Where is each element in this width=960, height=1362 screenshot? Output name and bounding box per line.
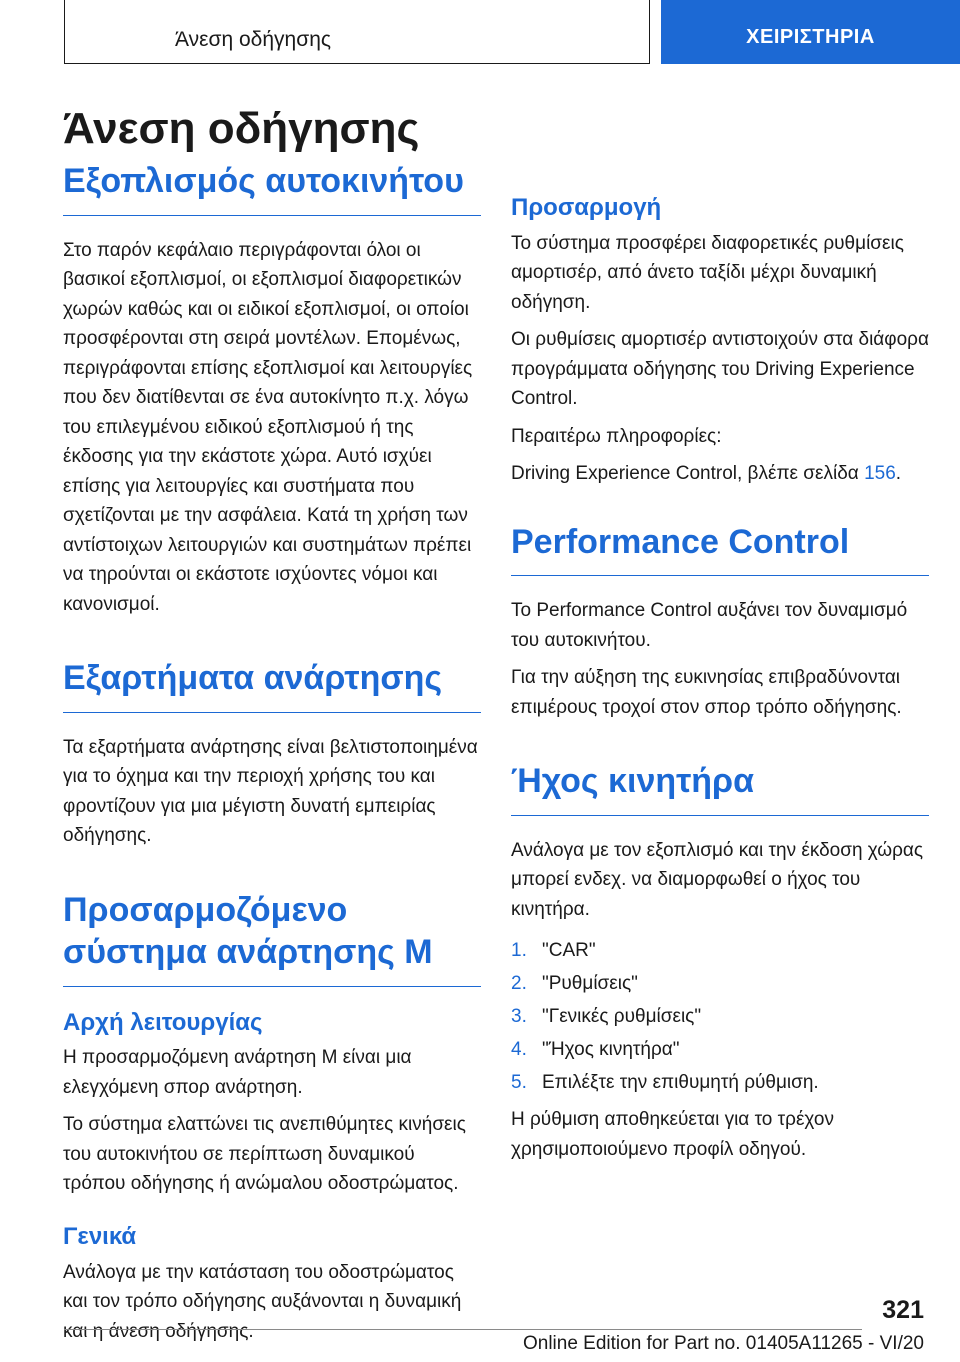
list-item [511, 1066, 929, 1099]
step-text: "CAR" [542, 940, 596, 962]
page-title: Άνεση οδήγησης [63, 104, 420, 153]
principle-text-2: Το σύστημα ελαττώνει τις ανεπιθύμητες κινήσεις του αυτοκινήτου σε περίπτωση δυναμικού τρόπου οδήγησης ή ανώμαλου οδοστρώματος. [63, 1114, 466, 1195]
adjustment-reference-text: Driving Experience Control, βλέπε σελίδα [511, 463, 865, 485]
left-column [63, 160, 481, 1354]
list-item [511, 1000, 929, 1033]
engine-sound-intro: Ανάλογα με τον εξοπλισμό και την έκδοση χώρας μπορεί ενδεχ. να διαμορφωθεί ο ήχος του κινητήρα. [511, 839, 924, 920]
engine-sound-outro: Η ρύθμιση αποθηκεύεται για το τρέχον χρησιμοποιούμενο προφίλ οδηγού. [511, 1109, 834, 1160]
header-section-title: Άνεση οδήγησης [175, 28, 331, 51]
heading-adjustment: Προσαρμογή [511, 194, 662, 221]
list-item [511, 934, 929, 967]
list-item [511, 1033, 929, 1066]
heading-adaptive-suspension: Προσαρμοζόμενο σύστημα ανάρτησης M [63, 889, 481, 987]
adjustment-text-3: Περαιτέρω πληροφορίες: [511, 425, 722, 447]
performance-text-1: Το Performance Control αυξάνει τον δυναμισμό του αυτοκινήτου. [511, 600, 908, 651]
principle-text-1: Η προσαρμοζόμενη ανάρτηση M είναι μια ελεγχόμενη σπορ ανάρτηση. [63, 1047, 412, 1098]
heading-engine-sound: Ήχος κινητήρα [511, 760, 929, 816]
step-text: "Ρυθμίσεις" [542, 973, 638, 995]
heading-principle: Αρχή λειτουργίας [63, 1008, 263, 1036]
step-number: 3. [511, 1006, 527, 1028]
page-number: 321 [882, 1296, 924, 1324]
page-reference-link[interactable]: 156 [864, 463, 896, 485]
heading-general: Γενικά [63, 1222, 137, 1250]
step-number: 2. [511, 973, 527, 995]
adjustment-text-1: Το σύστημα προσφέρει διαφορετικές ρυθμίσεις αμορτισέρ, από άνετο ταξίδι μέχρι δυναμική οδήγηση. [511, 232, 904, 313]
heading-performance-control: Performance Control [511, 521, 929, 577]
heading-equipment: Εξοπλισμός αυτοκινήτου [63, 160, 481, 216]
step-number: 1. [511, 940, 527, 962]
equipment-text: Στο παρόν κεφάλαιο περιγράφονται όλοι οι βασικοί εξοπλισμοί, οι εξοπλισμοί διαφορετικών χωρών καθώς και οι ειδικοί εξοπλισμοί, οι οποίοι προσφέρονται στη σειρά μοντέλων. Επομένως, περιγράφονται επίσης εξοπλισμοί και λειτουργίες που δεν διατίθενται σε ένα αυτοκίνητο π.χ. λόγω του επιλεγμένου ειδικού εξοπλισμού ή της έκδοσης για την εκάστοτε χώρα. Αυτό ισχύει επίσης για λειτουργίες και συστήματα που σχετίζονται με την ασφάλεια. Κατά τη χρήση των αντίστοιχων λειτουργιών και συστημάτων πρέπει να τηρούνται οι εκάστοτε ισχύοντες νόμοι και κανονισμοί. [63, 239, 473, 615]
suspension-text: Τα εξαρτήματα ανάρτησης είναι βελτιστοποιημένα για το όχημα και την περιοχή χρήσης του και φροντίζουν για μια μέγιστη δυνατή εμπειρίας οδήγησης. [63, 736, 478, 846]
step-text: "Ήχος κινητήρα" [542, 1039, 680, 1061]
general-text: Ανάλογα με την κατάσταση του οδοστρώματος και τον τρόπο οδήγησης αυξάνονται η δυναμική και η άνεση οδήγησης. [63, 1261, 462, 1342]
edition-footer: Online Edition for Part no. 01405A11265 - VI/20 [522, 1333, 924, 1354]
adjustment-reference-end: . [895, 463, 902, 485]
right-column [511, 194, 929, 1172]
step-number: 4. [511, 1039, 527, 1061]
adjustment-text-2: Οι ρυθμίσεις αμορτισέρ αντιστοιχούν στα διάφορα προγράμματα οδήγησης του Driving Experience Control. [511, 329, 929, 410]
manual-section-tab[interactable]: ΧΕΙΡΙΣΤΗΡΙΑ [661, 0, 960, 64]
engine-sound-steps [511, 934, 929, 1099]
heading-suspension: Εξαρτήματα ανάρτησης [63, 657, 481, 713]
footer-divider [64, 1329, 862, 1330]
header-frame [64, 0, 650, 64]
step-text: "Γενικές ρυθμίσεις" [542, 1006, 702, 1028]
step-text: Επιλέξτε την επιθυμητή ρύθμιση. [542, 1072, 819, 1094]
performance-text-2: Για την αύξηση της ευκινησίας επιβραδύνονται επιμέρους τροχοί στον σπορ τρόπο οδήγησης. [511, 667, 902, 718]
step-number: 5. [511, 1072, 527, 1094]
adjustment-text-4 [511, 459, 929, 489]
list-item [511, 967, 929, 1000]
